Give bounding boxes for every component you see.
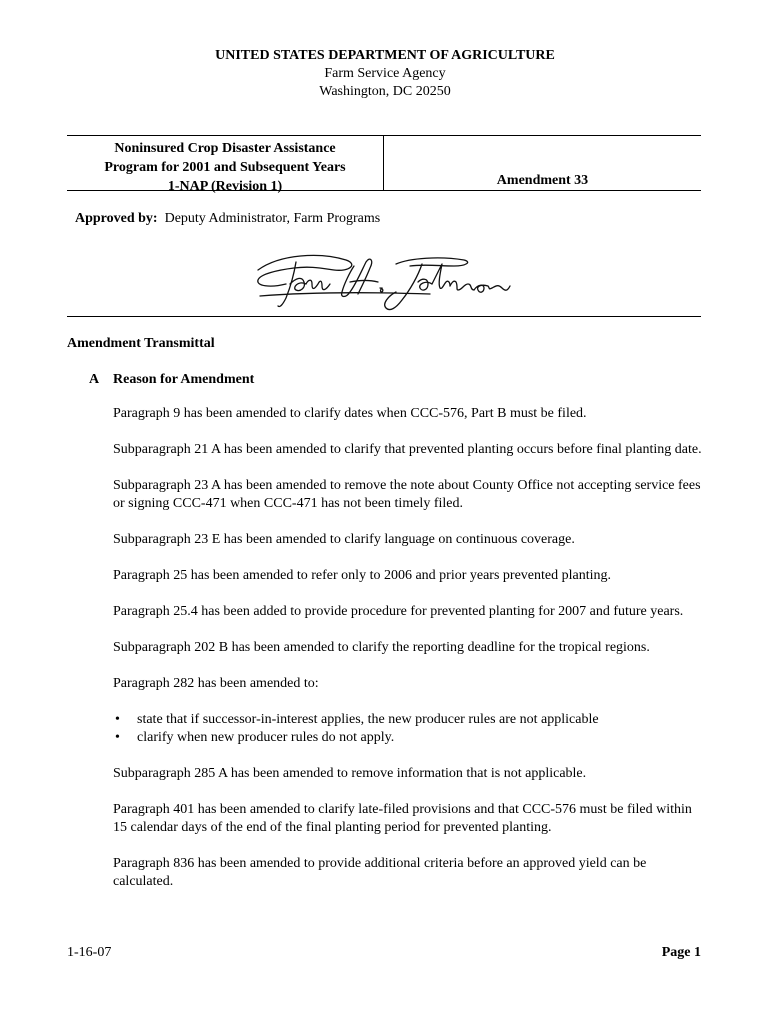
reason-paragraph: Subparagraph 285 A has been amended to remove information that is not applicable.	[113, 766, 587, 781]
section-rule	[67, 316, 701, 317]
subsection-letter: A	[89, 372, 100, 387]
bullet-text: clarify when new producer rules do not apply.	[137, 730, 395, 745]
approval-label: Approved by:	[75, 211, 158, 226]
amendment-number: Amendment 33	[496, 173, 589, 188]
page-number: Page 1	[661, 945, 701, 960]
handbook-title-line: Program for 2001 and Subsequent Years	[104, 160, 346, 175]
bullet-icon: •	[115, 730, 120, 745]
reason-paragraph: Subparagraph 202 B has been amended to clarify the reporting deadline for the tropical regions.	[113, 640, 650, 655]
agency-name: Farm Service Agency	[324, 66, 446, 81]
reason-paragraph: Paragraph 401 has been amended to clarify late-filed provisions and that CCC-576 must be filed within 15 calendar days of the end of the final planting period for prevented planting.	[113, 802, 692, 835]
section-heading: Amendment Transmittal	[67, 336, 215, 351]
signature-image	[250, 250, 512, 316]
handbook-title-line: 1-NAP (Revision 1)	[167, 179, 283, 194]
reason-paragraph: Subparagraph 23 E has been amended to clarify language on continuous coverage.	[113, 532, 575, 547]
document-header	[0, 47, 770, 101]
department-name: UNITED STATES DEPARTMENT OF AGRICULTURE	[215, 48, 555, 63]
handbook-title-line: Noninsured Crop Disaster Assistance	[114, 141, 336, 156]
title-top-rule	[67, 135, 701, 136]
footer-date: 1-16-07	[67, 945, 112, 960]
bullet-text: state that if successor-in-interest applies, the new producer rules are not applicable	[137, 712, 599, 727]
subsection-heading	[89, 372, 254, 388]
subsection-title: Reason for Amendment	[113, 372, 255, 387]
reason-bullet-list	[113, 711, 703, 747]
reason-bullet-item	[113, 729, 703, 747]
reason-paragraph: Paragraph 9 has been amended to clarify dates when CCC-576, Part B must be filed.	[113, 406, 587, 421]
amendment-reasons	[113, 405, 703, 891]
reason-paragraph: Paragraph 25 has been amended to refer only to 2006 and prior years prevented planting.	[113, 568, 611, 583]
reason-bullet-item	[113, 711, 703, 729]
reason-paragraph: Subparagraph 21 A has been amended to clarify that prevented planting occurs before final planting date.	[113, 442, 702, 457]
reason-paragraph: Subparagraph 23 A has been amended to remove the note about County Office not accepting service fees or signing CCC-471 when CCC-471 has not been timely filed.	[113, 478, 701, 511]
reason-paragraph: Paragraph 282 has been amended to:	[113, 676, 319, 691]
reason-paragraph: Paragraph 25.4 has been added to provide procedure for prevented planting for 2007 and future years.	[113, 604, 684, 619]
approval-value: Deputy Administrator, Farm Programs	[164, 211, 381, 226]
agency-location: Washington, DC 20250	[319, 84, 451, 99]
bullet-icon: •	[115, 712, 120, 727]
handbook-title	[67, 139, 383, 196]
reason-paragraph: Paragraph 836 has been amended to provide additional criteria before an approved yield can be calculated.	[113, 856, 647, 889]
approval-line	[75, 211, 380, 227]
